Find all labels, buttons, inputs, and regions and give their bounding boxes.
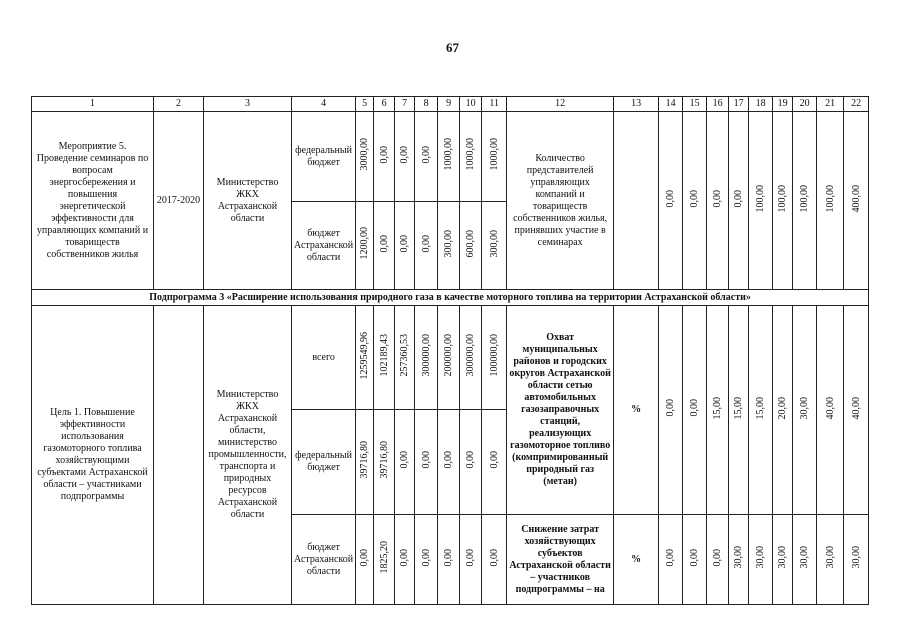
- header-cell: 10: [460, 97, 482, 112]
- target-cell: [773, 112, 793, 290]
- header-cell: 8: [415, 97, 438, 112]
- target-text: 100,00: [799, 184, 811, 213]
- target-cell: [729, 306, 749, 515]
- value-cell: [395, 112, 415, 202]
- value-cell: [374, 515, 395, 605]
- target-text: 0,00: [689, 189, 701, 208]
- target-text: 30,00: [733, 546, 745, 569]
- value-text: 0,00: [359, 548, 371, 567]
- value-cell: [460, 410, 482, 515]
- header-cell: 3: [204, 97, 292, 112]
- target-text: 0,00: [665, 189, 677, 208]
- target-cell: [773, 306, 793, 515]
- target-cell: [683, 112, 707, 290]
- header-cell: 16: [707, 97, 729, 112]
- value-text: 0,00: [420, 234, 432, 253]
- value-cell: [438, 112, 460, 202]
- table-row: [32, 112, 869, 202]
- value-cell: [374, 202, 395, 290]
- value-text: 0,00: [378, 145, 390, 164]
- value-cell: [438, 515, 460, 605]
- value-cell: [356, 515, 374, 605]
- target-cell: [793, 306, 817, 515]
- target-cell: [729, 515, 749, 605]
- value-text: 0,00: [399, 145, 411, 164]
- value-text: 0,00: [465, 451, 477, 469]
- header-cell: 14: [659, 97, 683, 112]
- value-cell: [482, 112, 507, 202]
- target-cell: [707, 112, 729, 290]
- value-cell: [415, 202, 438, 290]
- indicator-unit: [614, 112, 659, 290]
- target-cell: [707, 515, 729, 605]
- value-text: 0,00: [378, 234, 390, 253]
- value-text: 1000,00: [465, 138, 477, 171]
- goal-period: [154, 306, 204, 605]
- funding-source: бюджет Астраханской области: [292, 202, 356, 290]
- value-text: 0,00: [399, 234, 411, 253]
- value-cell: [438, 410, 460, 515]
- subprogram-title: Подпрограмма 3 «Расширение использования природного газа в качестве моторного топлива на территории Астраханской области»: [32, 290, 869, 306]
- header-cell: 20: [793, 97, 817, 112]
- value-text: 39716,80: [378, 441, 390, 479]
- value-cell: [395, 202, 415, 290]
- value-cell: [374, 306, 395, 410]
- target-cell: [817, 515, 844, 605]
- value-text: 39716,80: [359, 441, 371, 479]
- value-text: 3000,00: [359, 138, 371, 171]
- value-text: 0,00: [420, 548, 432, 567]
- target-cell: [683, 515, 707, 605]
- value-cell: [415, 410, 438, 515]
- value-cell: [356, 112, 374, 202]
- value-text: 300000,00: [465, 334, 477, 377]
- target-text: 0,00: [712, 189, 724, 208]
- header-cell: 1: [32, 97, 154, 112]
- value-cell: [356, 306, 374, 410]
- header-cell: 12: [507, 97, 614, 112]
- value-text: 0,00: [399, 548, 411, 567]
- target-cell: [659, 112, 683, 290]
- value-cell: [438, 306, 460, 410]
- header-cell: 15: [683, 97, 707, 112]
- target-cell: [683, 306, 707, 515]
- value-text: 1259549,96: [359, 331, 371, 380]
- header-cell: 18: [749, 97, 773, 112]
- event-name: Мероприятие 5. Проведение семинаров по вопросам энергосбережения и повышения энергетической эффективности для управляющих компаний и товариществ собственников жилья: [32, 112, 154, 290]
- value-text: 257360,53: [399, 334, 411, 377]
- target-text: 100,00: [824, 184, 836, 213]
- target-text: 30,00: [824, 546, 836, 569]
- target-cell: [793, 112, 817, 290]
- target-cell: [729, 112, 749, 290]
- value-cell: [395, 306, 415, 410]
- indicator-name: Снижение затрат хозяйствующих субъектов Астраханской области – участников подпрограммы – на: [507, 515, 614, 605]
- value-text: 300,00: [443, 229, 455, 258]
- target-text: 0,00: [665, 399, 677, 417]
- header-cell: 22: [844, 97, 869, 112]
- header-cell: 13: [614, 97, 659, 112]
- value-cell: [356, 410, 374, 515]
- target-text: 0,00: [712, 548, 724, 567]
- target-text: 0,00: [689, 548, 701, 567]
- target-cell: [773, 515, 793, 605]
- value-text: 1000,00: [488, 138, 500, 171]
- value-text: 1000,00: [443, 138, 455, 171]
- value-text: 0,00: [488, 451, 500, 469]
- target-cell: [844, 515, 869, 605]
- value-text: 1200,00: [359, 227, 371, 260]
- header-cell: 5: [356, 97, 374, 112]
- target-cell: [817, 306, 844, 515]
- subprogram-row: [32, 290, 869, 306]
- target-text: 30,00: [799, 396, 811, 420]
- value-cell: [415, 306, 438, 410]
- value-text: 0,00: [443, 548, 455, 567]
- target-cell: [793, 515, 817, 605]
- header-cell: 7: [395, 97, 415, 112]
- funding-source: федеральный бюджет: [292, 410, 356, 515]
- value-cell: [374, 112, 395, 202]
- value-text: 600,00: [465, 229, 477, 258]
- target-text: 30,00: [755, 546, 767, 569]
- event-executor: Министерство ЖКХ Астраханской области: [204, 112, 292, 290]
- indicator-name: Количество представителей управляющих компаний и товариществ собственников жилья, принявших участие в семинарах: [507, 112, 614, 290]
- target-text: 100,00: [777, 184, 789, 213]
- value-text: 0,00: [443, 451, 455, 469]
- target-cell: [749, 515, 773, 605]
- target-cell: [844, 306, 869, 515]
- funding-source: всего: [292, 306, 356, 410]
- event-period: 2017-2020: [154, 112, 204, 290]
- target-text: 100,00: [755, 184, 767, 213]
- target-cell: [707, 306, 729, 515]
- value-text: 0,00: [465, 548, 477, 567]
- header-cell: 2: [154, 97, 204, 112]
- goal-executor: Министерство ЖКХ Астраханской области, министерство промышленности, транспорта и природных ресурсов Астраханской области: [204, 306, 292, 605]
- funding-source: федеральный бюджет: [292, 112, 356, 202]
- value-text: 300,00: [488, 229, 500, 258]
- table-row: [32, 306, 869, 410]
- value-cell: [482, 515, 507, 605]
- target-text: 400,00: [850, 184, 862, 213]
- value-text: 0,00: [420, 451, 432, 469]
- value-cell: [356, 202, 374, 290]
- page-number: 67: [446, 40, 459, 55]
- value-cell: [460, 306, 482, 410]
- header-cell: 9: [438, 97, 460, 112]
- value-text: 100000,00: [488, 334, 500, 377]
- funding-source: бюджет Астраханской области: [292, 515, 356, 605]
- value-text: 300000,00: [420, 334, 432, 377]
- value-cell: [482, 410, 507, 515]
- target-text: 30,00: [850, 546, 862, 569]
- target-cell: [749, 112, 773, 290]
- value-text: 0,00: [488, 548, 500, 567]
- value-text: 0,00: [420, 145, 432, 164]
- value-cell: [374, 410, 395, 515]
- target-text: 0,00: [733, 189, 745, 208]
- goal-name: Цель 1. Повышение эффективности использования газомоторного топлива хозяйствующими субъектами Астраханской области – участниками подпрограммы: [32, 306, 154, 605]
- indicator-unit: %: [614, 306, 659, 515]
- value-cell: [395, 515, 415, 605]
- value-cell: [482, 306, 507, 410]
- target-text: 40,00: [850, 396, 862, 420]
- indicator-name: Охват муниципальных районов и городских округов Астраханской области сетью автомобильных газозаправочных станций, реализующих газомоторное топливо (компримированный природный газ (метан): [507, 306, 614, 515]
- target-cell: [817, 112, 844, 290]
- indicator-unit: %: [614, 515, 659, 605]
- value-text: 0,00: [399, 451, 411, 469]
- value-cell: [482, 202, 507, 290]
- value-text: 102189,43: [378, 334, 390, 377]
- target-cell: [749, 306, 773, 515]
- target-text: 40,00: [824, 396, 836, 420]
- header-row: [32, 97, 869, 112]
- target-text: 15,00: [712, 396, 724, 420]
- target-cell: [844, 112, 869, 290]
- target-text: 0,00: [665, 548, 677, 567]
- value-text: 200000,00: [443, 334, 455, 377]
- header-cell: 21: [817, 97, 844, 112]
- header-cell: 4: [292, 97, 356, 112]
- target-text: 15,00: [755, 396, 767, 420]
- header-cell: 6: [374, 97, 395, 112]
- program-table: [31, 96, 869, 605]
- value-text: 1825,20: [378, 541, 390, 574]
- target-text: 30,00: [777, 546, 789, 569]
- header-cell: 17: [729, 97, 749, 112]
- header-cell: 19: [773, 97, 793, 112]
- value-cell: [460, 515, 482, 605]
- target-text: 20,00: [777, 396, 789, 420]
- header-cell: 11: [482, 97, 507, 112]
- value-cell: [460, 202, 482, 290]
- value-cell: [438, 202, 460, 290]
- target-cell: [659, 515, 683, 605]
- value-cell: [460, 112, 482, 202]
- target-cell: [659, 306, 683, 515]
- value-cell: [415, 515, 438, 605]
- target-text: 15,00: [733, 396, 745, 420]
- target-text: 30,00: [799, 546, 811, 569]
- value-cell: [415, 112, 438, 202]
- target-text: 0,00: [689, 399, 701, 417]
- value-cell: [395, 410, 415, 515]
